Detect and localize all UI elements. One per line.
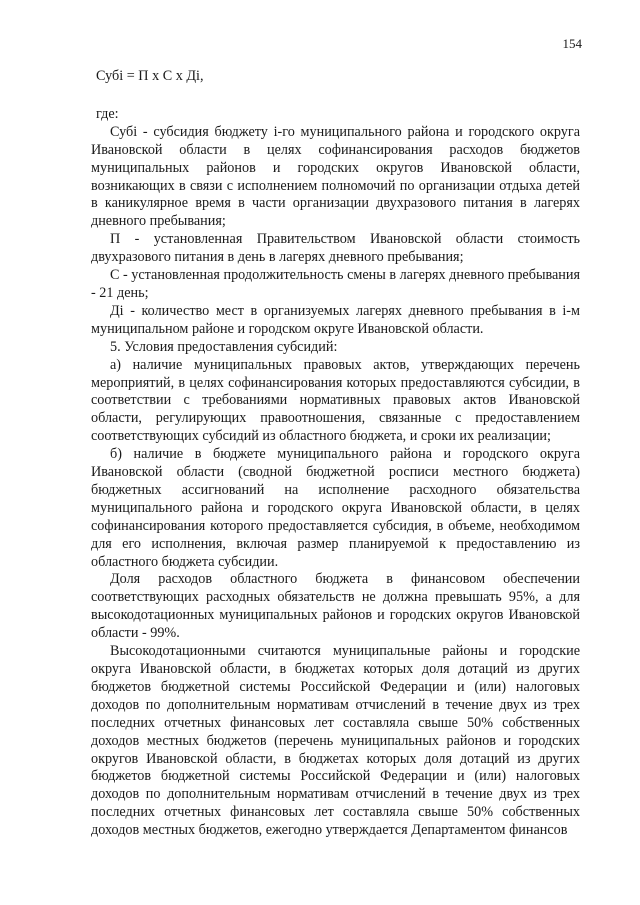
formula: Субі = П х С х Ді, xyxy=(96,68,204,84)
paragraph-share: Доля расходов областного бюджета в финансовом обеспечении соответствующих расходных обязательств не должна превышать 95%, а для высокодотационных муниципальных районов и городских округов Ивановской области - 99%. xyxy=(91,571,580,642)
section-heading-conditions: 5. Условия предоставления субсидий: xyxy=(110,338,338,355)
document-body xyxy=(91,68,580,840)
paragraph-high-subsidy: Высокодотационными считаются муниципальные районы и городские округа Ивановской области, в бюджетах которых доля дотаций из других бюджетов бюджетной системы Российской Федерации и (или) налоговых доходов по дополнительным нормативам отчислений в течение двух из трех последних отчетных финансовых лет составляла свыше 50% собственных доходов местных бюджетов (перечень муниципальных районов и городских округов Ивановской области, в бюджетах которых доля дотаций из других бюджетов бюджетной системы Российской Федерации и (или) налоговых доходов по дополнительным нормативам отчислений в течение двух из трех последних отчетных финансовых лет составляла свыше 50% собственных доходов местных бюджетов, ежегодно утверждается Департаментом финансов xyxy=(91,643,580,839)
paragraph-condition-a: а) наличие муниципальных правовых актов, утверждающих перечень мероприятий, в целях софинансирования которых предоставляются субсидии, в соответствии с требованиями нормативных правовых актов Ивановской области, регулирующих правоотношения, связанные с предоставлением соответствующих субсидий из областного бюджета, и сроки их реализации; xyxy=(91,356,580,445)
page-number: 154 xyxy=(562,36,582,51)
where-label: где: xyxy=(96,105,119,122)
paragraph-definition-p: П - установленная Правительством Ивановской области стоимость двухразового питания в день в лагерях дневного пребывания; xyxy=(91,231,580,266)
paragraph-condition-b: б) наличие в бюджете муниципального района и городского округа Ивановской области (сводной бюджетной росписи местного бюджета) бюджетных ассигнований на исполнение расходного обязательства муниципального района и городского округа Ивановской области, в целях софинансирования которого предоставляется субсидия, в объеме, необходимом для его исполнения, включая размер планируемой к предоставлению из областного бюджета субсидии. xyxy=(91,446,580,570)
paragraph-definition-sub: Субі - субсидия бюджету і-го муниципального района и городского округа Ивановской области в целях софинансирования расходов бюджетов муниципальных районов и городских округов Ивановской области, возникающих в связи с исполнением полномочий по организации отдыха детей в каникулярное время в части организации двухразового питания в лагерях дневного пребывания; xyxy=(91,123,580,230)
paragraph-definition-c: С - установленная продолжительность смены в лагерях дневного пребывания - 21 день; xyxy=(91,267,580,301)
paragraph-definition-d: Ді - количество мест в организуемых лагерях дневного пребывания в і-м муниципальном районе и городском округе Ивановской области. xyxy=(91,302,580,337)
